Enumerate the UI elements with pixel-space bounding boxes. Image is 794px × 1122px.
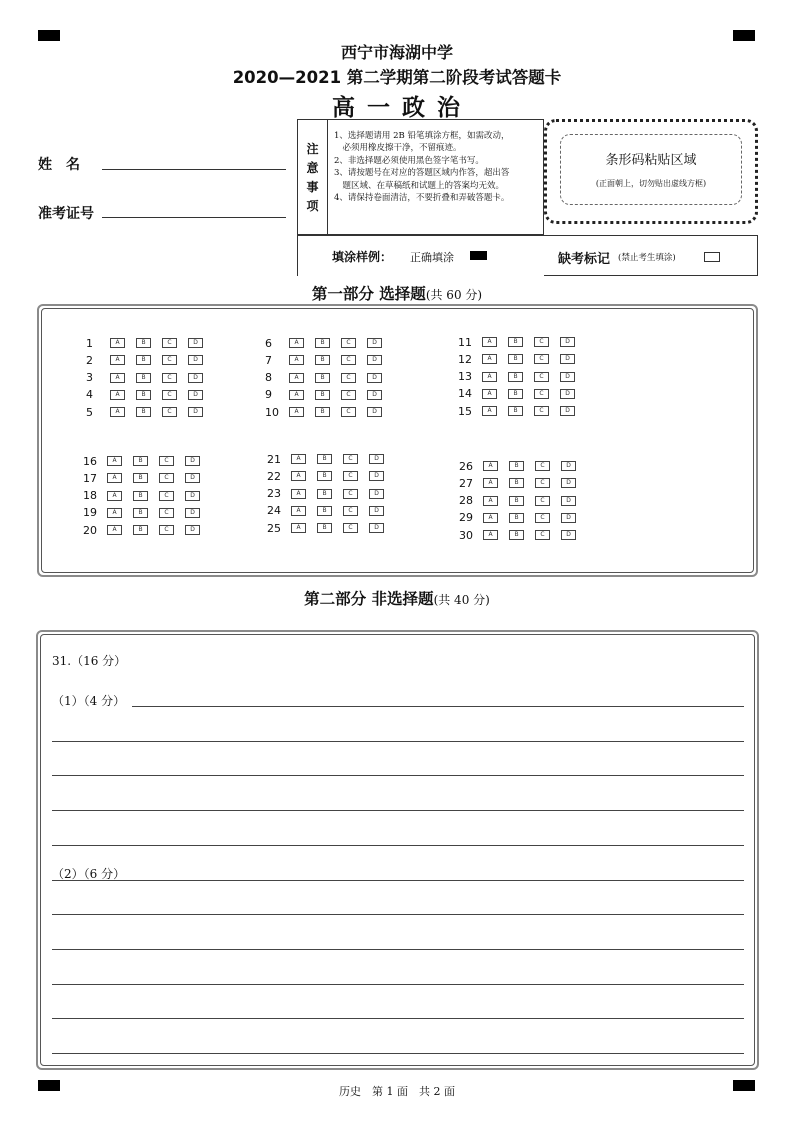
answer-option-bubble[interactable]: A — [483, 478, 498, 488]
answer-option-bubble[interactable]: A — [289, 355, 304, 365]
question-number: 9 — [265, 388, 272, 402]
answer-option-bubble[interactable]: D — [367, 373, 382, 383]
choice-question-row — [86, 388, 214, 402]
choice-question-row — [265, 371, 393, 385]
answer-option-bubble[interactable]: B — [508, 372, 523, 382]
choice-question-row — [459, 511, 587, 525]
answer-option-bubble[interactable]: B — [508, 389, 523, 399]
answer-option-bubble[interactable]: D — [188, 407, 203, 417]
notice-line: 2、非选择题必须使用黑色签字笔书写。 — [334, 155, 484, 166]
answer-option-bubble[interactable]: D — [560, 372, 575, 382]
absent-label: 缺考标记 — [558, 252, 611, 267]
choice-question-row — [458, 370, 586, 384]
notice-line: 必须用橡皮擦干净，不留痕迹。 — [334, 143, 462, 154]
answer-option-bubble[interactable]: A — [289, 373, 304, 383]
notice-text — [334, 130, 540, 204]
answer-option-bubble[interactable]: B — [317, 454, 332, 464]
answer-option-bubble[interactable]: D — [185, 525, 200, 535]
part1-title-text: 第一部分 选择题 — [311, 285, 426, 303]
answer-line[interactable] — [52, 984, 744, 985]
answer-option-bubble[interactable]: A — [291, 523, 306, 533]
choice-question-row — [83, 454, 211, 468]
answer-option-bubble[interactable]: D — [561, 496, 576, 506]
answer-option-bubble[interactable]: C — [159, 525, 174, 535]
answer-option-bubble[interactable]: C — [535, 496, 550, 506]
answer-option-bubble[interactable]: C — [162, 407, 177, 417]
question-number: 28 — [459, 494, 473, 508]
answer-option-bubble[interactable]: C — [343, 489, 358, 499]
notice-line: 1、选择题请用 2B 铅笔填涂方框，如需改动， — [334, 131, 510, 141]
answer-option-bubble[interactable]: D — [561, 513, 576, 523]
name-field[interactable] — [102, 169, 286, 170]
answer-option-bubble[interactable]: C — [159, 456, 174, 466]
question-number: 16 — [83, 454, 97, 468]
choice-question-row — [83, 523, 211, 537]
part2-score: (共 40 分) — [433, 593, 490, 607]
answer-frame-inner — [40, 634, 755, 1066]
answer-option-bubble[interactable]: B — [509, 478, 524, 488]
question-number: 10 — [265, 405, 279, 419]
notice-line: 题区域、在草稿纸和试题上的答案均无效。 — [334, 180, 505, 191]
answer-option-bubble[interactable]: A — [291, 471, 306, 481]
answer-option-bubble[interactable]: D — [561, 530, 576, 540]
answer-option-bubble[interactable]: D — [185, 491, 200, 501]
answer-option-bubble[interactable]: C — [341, 407, 356, 417]
answer-option-bubble[interactable]: D — [369, 523, 384, 533]
answer-line[interactable] — [52, 949, 744, 950]
question-number: 14 — [458, 387, 472, 401]
page-footer: 历史 第 1 面 共 2 面 — [339, 1085, 455, 1098]
answer-option-bubble[interactable]: D — [367, 338, 382, 348]
choice-question-row — [265, 405, 393, 419]
answer-option-bubble[interactable]: C — [343, 471, 358, 481]
answer-option-bubble[interactable]: A — [107, 473, 122, 483]
question-number: 22 — [267, 469, 281, 483]
choice-question-row — [459, 459, 587, 473]
answer-option-bubble[interactable]: D — [367, 390, 382, 400]
answer-option-bubble[interactable]: D — [560, 337, 575, 347]
choice-question-row — [458, 404, 586, 418]
answer-option-bubble[interactable]: D — [560, 389, 575, 399]
notice-title — [298, 120, 328, 234]
answer-option-bubble[interactable]: C — [162, 355, 177, 365]
answer-option-bubble[interactable]: C — [343, 523, 358, 533]
answer-option-bubble[interactable]: C — [535, 530, 550, 540]
choice-question-row — [86, 336, 214, 350]
answer-option-bubble[interactable]: A — [482, 337, 497, 347]
question-31-label: 31.（16 分） — [52, 654, 127, 668]
answer-option-bubble[interactable]: B — [317, 523, 332, 533]
answer-option-bubble[interactable]: C — [535, 513, 550, 523]
fill-sample-correct: 正确填涂 — [410, 251, 454, 264]
answer-option-bubble[interactable]: A — [289, 338, 304, 348]
answer-option-bubble[interactable]: D — [185, 456, 200, 466]
question-number: 30 — [459, 528, 473, 542]
answer-option-bubble[interactable]: A — [482, 389, 497, 399]
answer-option-bubble[interactable]: A — [289, 407, 304, 417]
answer-option-bubble[interactable]: A — [289, 390, 304, 400]
answer-option-bubble[interactable]: A — [483, 530, 498, 540]
answer-option-bubble[interactable]: C — [341, 373, 356, 383]
question-number: 17 — [83, 471, 97, 485]
question-number: 27 — [459, 476, 473, 490]
answer-option-bubble[interactable]: A — [483, 496, 498, 506]
answer-option-bubble[interactable]: B — [133, 456, 148, 466]
question-number: 15 — [458, 404, 472, 418]
question-number: 20 — [83, 523, 97, 537]
question-number: 26 — [459, 459, 473, 473]
choice-question-row — [83, 489, 211, 503]
answer-option-bubble[interactable]: A — [107, 491, 122, 501]
answer-option-bubble[interactable]: B — [508, 406, 523, 416]
answer-line[interactable] — [52, 1018, 744, 1019]
answer-option-bubble[interactable]: B — [317, 506, 332, 516]
question-number: 11 — [458, 335, 472, 349]
answer-option-bubble[interactable]: C — [534, 389, 549, 399]
question-number: 4 — [86, 388, 93, 402]
answer-line[interactable] — [52, 775, 744, 776]
answer-option-bubble[interactable]: A — [482, 372, 497, 382]
answer-line[interactable] — [52, 741, 744, 742]
answer-option-bubble[interactable]: B — [509, 513, 524, 523]
answer-option-bubble[interactable]: C — [159, 473, 174, 483]
answer-option-bubble[interactable]: A — [110, 338, 125, 348]
answer-option-bubble[interactable]: A — [107, 456, 122, 466]
answer-option-bubble[interactable]: B — [508, 354, 523, 364]
answer-option-bubble[interactable]: C — [341, 355, 356, 365]
question-number: 29 — [459, 511, 473, 525]
answer-line[interactable] — [52, 845, 744, 846]
notice-title-text: 注意事项 — [306, 142, 319, 213]
answer-option-bubble[interactable]: A — [110, 390, 125, 400]
answer-option-bubble[interactable]: B — [133, 491, 148, 501]
answer-option-bubble[interactable]: C — [341, 338, 356, 348]
answer-option-bubble[interactable]: C — [534, 337, 549, 347]
answer-option-bubble[interactable]: D — [185, 473, 200, 483]
answer-option-bubble[interactable]: B — [315, 355, 330, 365]
choice-question-row — [459, 528, 587, 542]
notice-line: 4、请保持卷面清洁，不要折叠和弄破答题卡。 — [334, 193, 510, 204]
choice-question-row — [83, 471, 211, 485]
answer-line[interactable] — [132, 706, 744, 707]
answer-option-bubble[interactable]: D — [560, 354, 575, 364]
answer-option-bubble[interactable]: A — [107, 508, 122, 518]
part2-title-text: 第二部分 非选择题 — [304, 590, 434, 608]
choice-question-row — [86, 353, 214, 367]
choice-question-row — [458, 387, 586, 401]
choice-question-row — [83, 506, 211, 520]
answer-option-bubble[interactable]: D — [369, 506, 384, 516]
answer-option-bubble[interactable]: C — [535, 478, 550, 488]
answer-option-bubble[interactable]: C — [162, 373, 177, 383]
answer-option-bubble[interactable]: A — [291, 506, 306, 516]
answer-option-bubble[interactable]: B — [136, 407, 151, 417]
answer-option-bubble[interactable]: A — [110, 407, 125, 417]
question-number: 5 — [86, 405, 93, 419]
exam-title: 2020—2021 第二学期第二阶段考试答题卡 — [232, 68, 562, 87]
subject-title: 高 一 政 治 — [331, 95, 463, 121]
answer-line[interactable] — [52, 914, 744, 915]
question-number: 13 — [458, 370, 472, 384]
answer-option-bubble[interactable]: C — [343, 506, 358, 516]
answer-option-bubble[interactable]: D — [185, 508, 200, 518]
answer-option-bubble[interactable]: A — [110, 355, 125, 365]
answer-option-bubble[interactable]: D — [188, 338, 203, 348]
absent-note: (禁止考生填涂) — [618, 253, 676, 263]
answer-option-bubble[interactable]: B — [509, 496, 524, 506]
answer-option-bubble[interactable]: C — [341, 390, 356, 400]
answer-option-bubble[interactable]: B — [133, 473, 148, 483]
answer-option-bubble[interactable]: D — [561, 461, 576, 471]
name-label: 姓 名 — [38, 157, 80, 173]
answer-option-bubble[interactable]: C — [534, 406, 549, 416]
answer-option-bubble[interactable]: C — [535, 461, 550, 471]
question-number: 19 — [83, 506, 97, 520]
answer-option-bubble[interactable]: B — [133, 508, 148, 518]
barcode-title: 条形码粘贴区域 — [605, 153, 697, 168]
answer-option-bubble[interactable]: B — [136, 390, 151, 400]
answer-option-bubble[interactable]: C — [534, 372, 549, 382]
choice-question-row — [458, 352, 586, 366]
answer-option-bubble[interactable]: C — [162, 338, 177, 348]
question-number: 1 — [86, 336, 93, 350]
answer-option-bubble[interactable]: A — [107, 525, 122, 535]
filled-box-icon — [470, 251, 487, 260]
notice-line: 3、请按题号在对应的答题区域内作答，超出答 — [334, 168, 510, 179]
barcode-subtitle: (正面朝上，切勿贴出虚线方框) — [595, 179, 707, 188]
answer-option-bubble[interactable]: A — [483, 513, 498, 523]
answer-option-bubble[interactable]: D — [369, 454, 384, 464]
answer-option-bubble[interactable]: C — [343, 454, 358, 464]
exam-id-field[interactable] — [102, 217, 286, 218]
question-number: 8 — [265, 371, 272, 385]
choice-question-row — [267, 469, 395, 483]
answer-option-bubble[interactable]: C — [159, 491, 174, 501]
question-number: 25 — [267, 521, 281, 535]
answer-option-bubble[interactable]: B — [315, 338, 330, 348]
answer-option-bubble[interactable]: B — [315, 407, 330, 417]
choice-question-row — [265, 353, 393, 367]
part2-title — [0, 587, 794, 609]
answer-option-bubble[interactable]: B — [133, 525, 148, 535]
school-name: 西宁市海湖中学 — [340, 43, 453, 62]
answer-option-bubble[interactable]: C — [534, 354, 549, 364]
answer-option-bubble[interactable]: D — [188, 373, 203, 383]
question-number: 24 — [267, 504, 281, 518]
answer-option-bubble[interactable]: D — [369, 471, 384, 481]
question-number: 21 — [267, 452, 281, 466]
answer-option-bubble[interactable]: D — [369, 489, 384, 499]
barcode-area — [544, 119, 758, 224]
answer-option-bubble[interactable]: D — [560, 406, 575, 416]
answer-line[interactable] — [52, 880, 744, 881]
answer-line[interactable] — [52, 1053, 744, 1054]
choice-question-row — [86, 371, 214, 385]
choice-question-row — [267, 521, 395, 535]
answer-option-bubble[interactable]: B — [136, 355, 151, 365]
answer-option-bubble[interactable]: B — [317, 489, 332, 499]
choice-question-row — [267, 452, 395, 466]
choice-question-row — [265, 336, 393, 350]
absent-mark-box — [544, 235, 758, 276]
answer-option-bubble[interactable]: A — [291, 454, 306, 464]
answer-option-bubble[interactable]: D — [188, 390, 203, 400]
answer-option-bubble[interactable]: A — [482, 406, 497, 416]
answer-option-bubble[interactable]: A — [110, 373, 125, 383]
answer-option-bubble[interactable]: B — [136, 338, 151, 348]
choice-question-row — [265, 388, 393, 402]
fill-sample-box — [297, 235, 544, 276]
answer-option-bubble[interactable]: C — [159, 508, 174, 518]
question-number: 23 — [267, 487, 281, 501]
answer-option-bubble[interactable]: B — [317, 471, 332, 481]
choice-question-row — [267, 487, 395, 501]
sub-question-2-label: （2）（6 分） — [52, 867, 126, 881]
answer-option-bubble[interactable]: D — [561, 478, 576, 488]
choice-question-row — [459, 494, 587, 508]
answer-option-bubble[interactable]: B — [136, 373, 151, 383]
question-number: 18 — [83, 489, 97, 503]
question-number: 7 — [265, 353, 272, 367]
barcode-inner-frame — [560, 134, 742, 205]
answer-option-bubble[interactable]: D — [367, 355, 382, 365]
answer-option-bubble[interactable]: B — [509, 461, 524, 471]
answer-option-bubble[interactable]: B — [509, 530, 524, 540]
sub-question-1-label: （1）（4 分） — [52, 694, 126, 708]
answer-option-bubble[interactable]: A — [482, 354, 497, 364]
notice-box — [297, 119, 544, 235]
answer-option-bubble[interactable]: B — [508, 337, 523, 347]
answer-option-bubble[interactable]: C — [162, 390, 177, 400]
answer-option-bubble[interactable]: D — [367, 407, 382, 417]
question-number: 12 — [458, 352, 472, 366]
answer-option-bubble[interactable]: A — [483, 461, 498, 471]
fill-sample-label: 填涂样例： — [332, 250, 393, 264]
exam-id-label: 准考证号 — [38, 206, 94, 222]
absent-checkbox[interactable] — [704, 252, 720, 262]
answer-line[interactable] — [52, 810, 744, 811]
choice-question-row — [267, 504, 395, 518]
question-number: 6 — [265, 336, 272, 350]
part1-title — [0, 282, 794, 304]
question-number: 2 — [86, 353, 93, 367]
answer-option-bubble[interactable]: A — [291, 489, 306, 499]
choice-question-row — [86, 405, 214, 419]
choice-question-row — [459, 476, 587, 490]
answer-option-bubble[interactable]: D — [188, 355, 203, 365]
part1-score: (共 60 分) — [425, 288, 483, 302]
answer-option-bubble[interactable]: B — [315, 390, 330, 400]
question-number: 3 — [86, 371, 93, 385]
choice-question-row — [458, 335, 586, 349]
answer-option-bubble[interactable]: B — [315, 373, 330, 383]
